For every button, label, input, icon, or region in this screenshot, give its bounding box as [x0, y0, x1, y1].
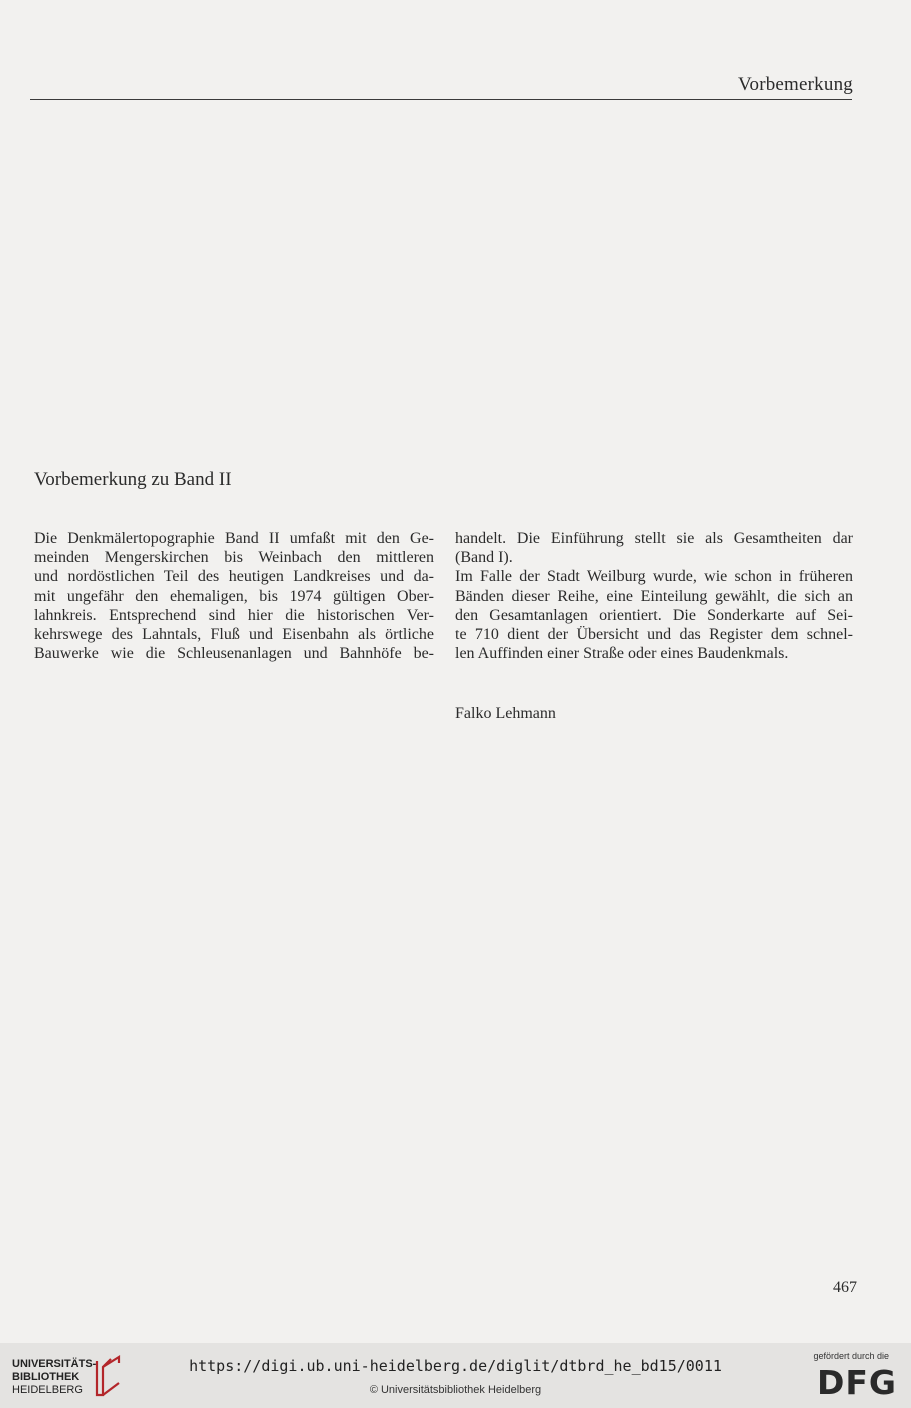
dfg-logo[interactable]: DFG — [816, 1363, 897, 1402]
text-line: den Gesamtanlagen orientiert. Die Sonderkarte auf Sei- — [455, 606, 853, 624]
copyright-notice: © Universitätsbibliothek Heidelberg — [369, 1384, 542, 1396]
text-line: (Band I). — [455, 549, 513, 567]
text-column-left — [34, 529, 434, 663]
funding-note: gefördert durch die — [813, 1351, 889, 1361]
text-line: mit ungefähr den ehemaligen, bis 1974 gültigen Ober- — [34, 587, 434, 605]
header-rule — [30, 99, 852, 100]
text-line: handelt. Die Einführung stellt sie als Gesamtheiten dar — [455, 530, 853, 547]
page-number: 467 — [833, 1279, 857, 1296]
document-url-link[interactable]: https://digi.ub.uni-heidelberg.de/diglit/dtbrd_he_bd15/0011 — [189, 1357, 722, 1375]
text-line: Die Denkmälertopographie Band II umfaßt mit den Ge- — [34, 530, 434, 547]
text-column-right — [455, 529, 853, 663]
library-name-line: UNIVERSITÄTS- — [12, 1358, 97, 1370]
section-heading: Vorbemerkung zu Band II — [34, 469, 232, 490]
text-line: te 710 dient der Übersicht und das Register dem schnel- — [455, 626, 853, 644]
author-signature: Falko Lehmann — [455, 705, 556, 722]
text-line: lahnkreis. Entsprechend sind hier die historischen Ver- — [34, 606, 434, 624]
viewer-footer — [0, 1343, 911, 1408]
library-name-line: HEIDELBERG — [12, 1384, 83, 1396]
text-line: meinden Mengerskirchen bis Weinbach den mittleren — [34, 549, 434, 567]
text-line: len Auffinden einer Straße oder eines Baudenkmals. — [455, 645, 789, 663]
running-header: Vorbemerkung — [738, 74, 853, 95]
text-line: kehrswege des Lahntals, Fluß und Eisenbahn als örtliche — [34, 626, 434, 644]
text-line: Bauwerke wie die Schleusenanlagen und Bahnhöfe be- — [34, 645, 434, 663]
text-line: Im Falle der Stadt Weilburg wurde, wie schon in früheren — [455, 568, 853, 586]
text-line: und nordöstlichen Teil des heutigen Landkreises und da- — [34, 568, 434, 586]
library-name-line: BIBLIOTHEK — [12, 1371, 80, 1383]
text-line: Bänden dieser Reihe, eine Einteilung gewählt, die sich an — [455, 587, 853, 605]
